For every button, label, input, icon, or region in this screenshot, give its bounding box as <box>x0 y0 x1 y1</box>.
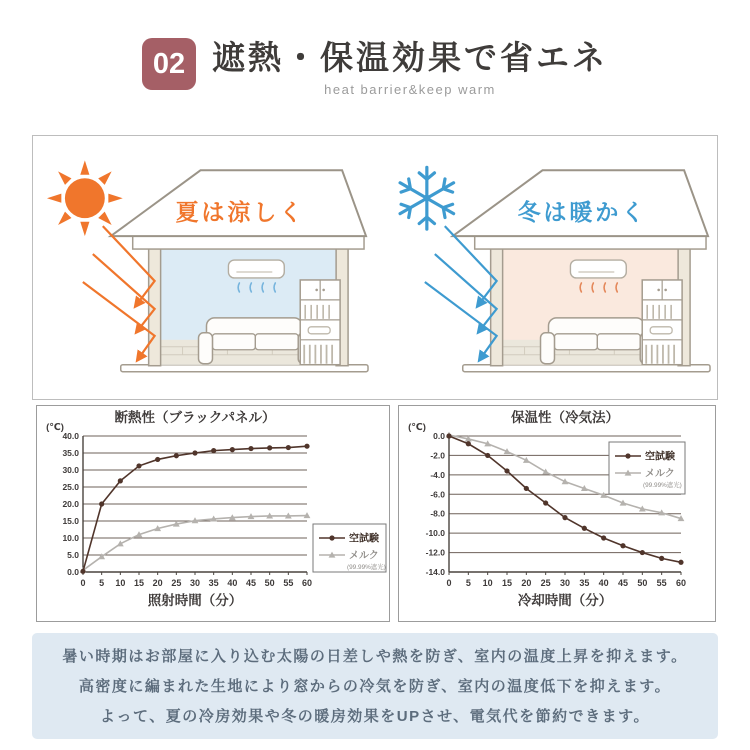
x-tick-label: 50 <box>637 577 648 588</box>
description-box <box>32 633 718 739</box>
legend-label: メルク <box>645 468 675 480</box>
y-tick-label: -4.0 <box>430 469 445 480</box>
x-tick-label: 40 <box>598 577 609 588</box>
legend-label: メルク <box>349 550 379 562</box>
heat-retention-line-chart <box>399 406 715 616</box>
x-tick-label: 50 <box>264 577 275 588</box>
eaves <box>133 236 364 249</box>
x-tick-label: 45 <box>245 577 257 588</box>
x-tick-label: 30 <box>189 577 201 588</box>
x-tick-label: 20 <box>521 577 532 588</box>
y-tick-label: 15.0 <box>62 515 79 526</box>
y-tick-label: -2.0 <box>430 449 445 460</box>
x-tick-label: 55 <box>656 577 667 588</box>
y-tick-label: 5.0 <box>67 549 79 560</box>
legend-sublabel: (99.99%遮光) <box>643 481 682 489</box>
section-title: 遮熱・保温効果で省エネ <box>212 39 608 76</box>
x-tick-label: 0 <box>446 577 452 588</box>
y-axis-unit: (℃) <box>408 421 426 433</box>
house-roof-label: 夏は涼しく <box>175 198 306 225</box>
winter-house-illustration <box>375 136 717 399</box>
snowflake-icon <box>400 167 454 229</box>
x-tick-label: 0 <box>80 577 86 588</box>
x-tick-label: 5 <box>465 577 471 588</box>
y-tick-label: -10.0 <box>425 527 445 538</box>
legend-label: 空試験 <box>349 533 379 545</box>
y-tick-label: 35.0 <box>62 447 79 458</box>
y-tick-label: 0.0 <box>433 430 445 441</box>
y-tick-label: -14.0 <box>425 566 445 577</box>
legend <box>609 442 685 494</box>
y-tick-label: -8.0 <box>430 508 445 519</box>
x-tick-label: 30 <box>559 577 571 588</box>
legend-label: 空試験 <box>645 451 675 463</box>
x-tick-label: 15 <box>501 577 513 588</box>
x-tick-label: 60 <box>675 577 687 588</box>
x-tick-label: 5 <box>99 577 105 588</box>
summer-house-illustration <box>33 136 375 399</box>
house-roof-label: 冬は暖かく <box>517 198 648 225</box>
sun-icon <box>47 160 123 236</box>
x-axis-title: 冷却時間（分） <box>517 592 613 608</box>
eaves <box>475 236 706 249</box>
chart-title: 保温性（冷気法） <box>511 409 619 425</box>
y-axis-unit: (℃) <box>46 421 64 433</box>
y-tick-label: -6.0 <box>430 488 445 499</box>
legend <box>313 524 386 572</box>
chart-title: 断熱性（ブラックパネル） <box>114 409 276 425</box>
charts-row <box>36 405 718 622</box>
heat-retention-chart-panel <box>398 405 716 622</box>
y-tick-label: 10.0 <box>62 532 79 543</box>
y-tick-label: 0.0 <box>67 566 79 577</box>
insulation-line-chart <box>37 406 389 616</box>
insulation-chart-panel <box>36 405 390 622</box>
x-tick-label: 45 <box>617 577 629 588</box>
y-tick-label: 40.0 <box>62 430 79 441</box>
x-axis-title: 照射時間（分） <box>147 592 243 608</box>
description-line: 高密度に編まれた生地により窓からの冷気を防ぎ、室内の温度低下を抑えます。 <box>78 677 672 695</box>
x-tick-label: 60 <box>301 577 313 588</box>
section-subtitle: heat barrier&keep warm <box>324 81 496 97</box>
x-tick-label: 15 <box>133 577 145 588</box>
x-tick-label: 20 <box>152 577 163 588</box>
x-tick-label: 55 <box>283 577 294 588</box>
y-tick-label: 20.0 <box>62 498 79 509</box>
series-空試験 <box>80 443 309 573</box>
y-tick-label: 25.0 <box>62 481 79 492</box>
x-tick-label: 10 <box>115 577 126 588</box>
y-tick-label: 30.0 <box>62 464 79 475</box>
x-tick-label: 35 <box>579 577 590 588</box>
section-number-badge: 02 <box>142 38 196 90</box>
description-line: よって、夏の冷房効果や冬の暖房効果をUPさせ、電気代を節約できます。 <box>100 707 650 725</box>
x-tick-label: 25 <box>171 577 182 588</box>
y-tick-label: -12.0 <box>425 547 445 558</box>
x-tick-label: 25 <box>540 577 551 588</box>
legend-sublabel: (99.99%遮光) <box>347 563 386 571</box>
bookshelf-icon <box>300 280 340 365</box>
x-tick-label: 35 <box>208 577 219 588</box>
houses-panel <box>32 135 718 400</box>
x-tick-label: 10 <box>482 577 493 588</box>
x-tick-label: 40 <box>227 577 238 588</box>
description-line: 暑い時期はお部屋に入り込む太陽の日差しや熱を防ぎ、室内の温度上昇を抑えます。 <box>62 647 688 665</box>
bookshelf-icon <box>642 280 682 365</box>
section-header <box>0 0 750 97</box>
